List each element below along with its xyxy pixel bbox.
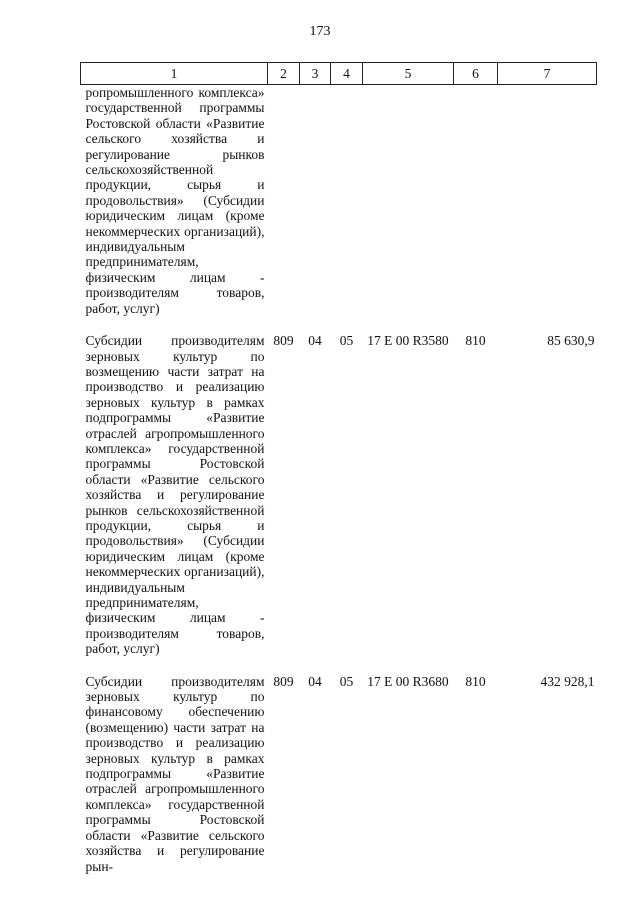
column-header: 1 xyxy=(81,63,268,85)
column-header: 7 xyxy=(498,63,597,85)
cell-subsection: 05 xyxy=(339,673,354,689)
row-name: ропромышленного комплекса» государственной программы Ростовской области «Развитие сельского хозяйства и регулирование рынков сельскохозяйственной продукции, сырья и продовольствия» (Субсидии юридическим лицам (кроме некоммерческих организаций), индивидуальным предпринимателям, физическим лицам - производителям товаров, работ, услуг) xyxy=(85,85,265,316)
cell-amount: 85 630,9 xyxy=(547,333,595,349)
table-row xyxy=(81,657,597,874)
cell-ministry-code: 809 xyxy=(273,673,294,689)
cell-ministry-code xyxy=(268,85,300,317)
cell-expense-type: 810 xyxy=(465,673,486,689)
column-header: 6 xyxy=(454,63,498,85)
cell-target-article xyxy=(363,85,454,317)
cell-subsection: 05 xyxy=(339,333,354,349)
budget-table xyxy=(80,62,597,874)
cell-expense-type: 810 xyxy=(465,333,486,349)
table-header-row xyxy=(81,63,597,85)
cell-section xyxy=(300,85,331,317)
cell-ministry-code: 809 xyxy=(273,333,294,349)
cell-amount: 432 928,1 xyxy=(540,673,595,689)
column-header: 3 xyxy=(300,63,331,85)
column-header: 2 xyxy=(268,63,300,85)
cell-target-article: 17 Е 00 R3580 xyxy=(367,333,449,349)
column-header: 4 xyxy=(331,63,363,85)
table-row xyxy=(81,85,597,317)
cell-target-article: 17 Е 00 R3680 xyxy=(367,673,449,689)
cell-expense-type xyxy=(454,85,498,317)
cell-amount xyxy=(498,85,597,317)
cell-subsection xyxy=(331,85,363,317)
page-number: 173 xyxy=(309,24,331,39)
table-row xyxy=(81,316,597,657)
row-name: Субсидии производителям зерновых культур по финансовому обеспечению (возмещению) части затрат на производство и реализацию зерновых культур в рамках подпрограммы «Развитие отраслей агропромышленного комплекса» государственной программы Ростовской области «Развитие сельского хозяйства и регулирование рын- xyxy=(85,673,265,874)
cell-section: 04 xyxy=(308,673,322,689)
column-header: 5 xyxy=(363,63,454,85)
row-name: Субсидии производителям зерновых культур по возмещению части затрат на производство и реализацию зерновых культур в рамках подпрограммы «Развитие отраслей агропромышленного комплекса» государственной программы Ростовской области «Развитие сельского хозяйства и регулирование рынков сельскохозяйственной продукции, сырья и продовольствия» (Субсидии юридическим лицам (кроме некоммерческих организаций), индивидуальным предпринимателям, физическим лицам - производителям товаров, работ, услуг) xyxy=(85,333,265,657)
cell-section: 04 xyxy=(308,333,322,349)
